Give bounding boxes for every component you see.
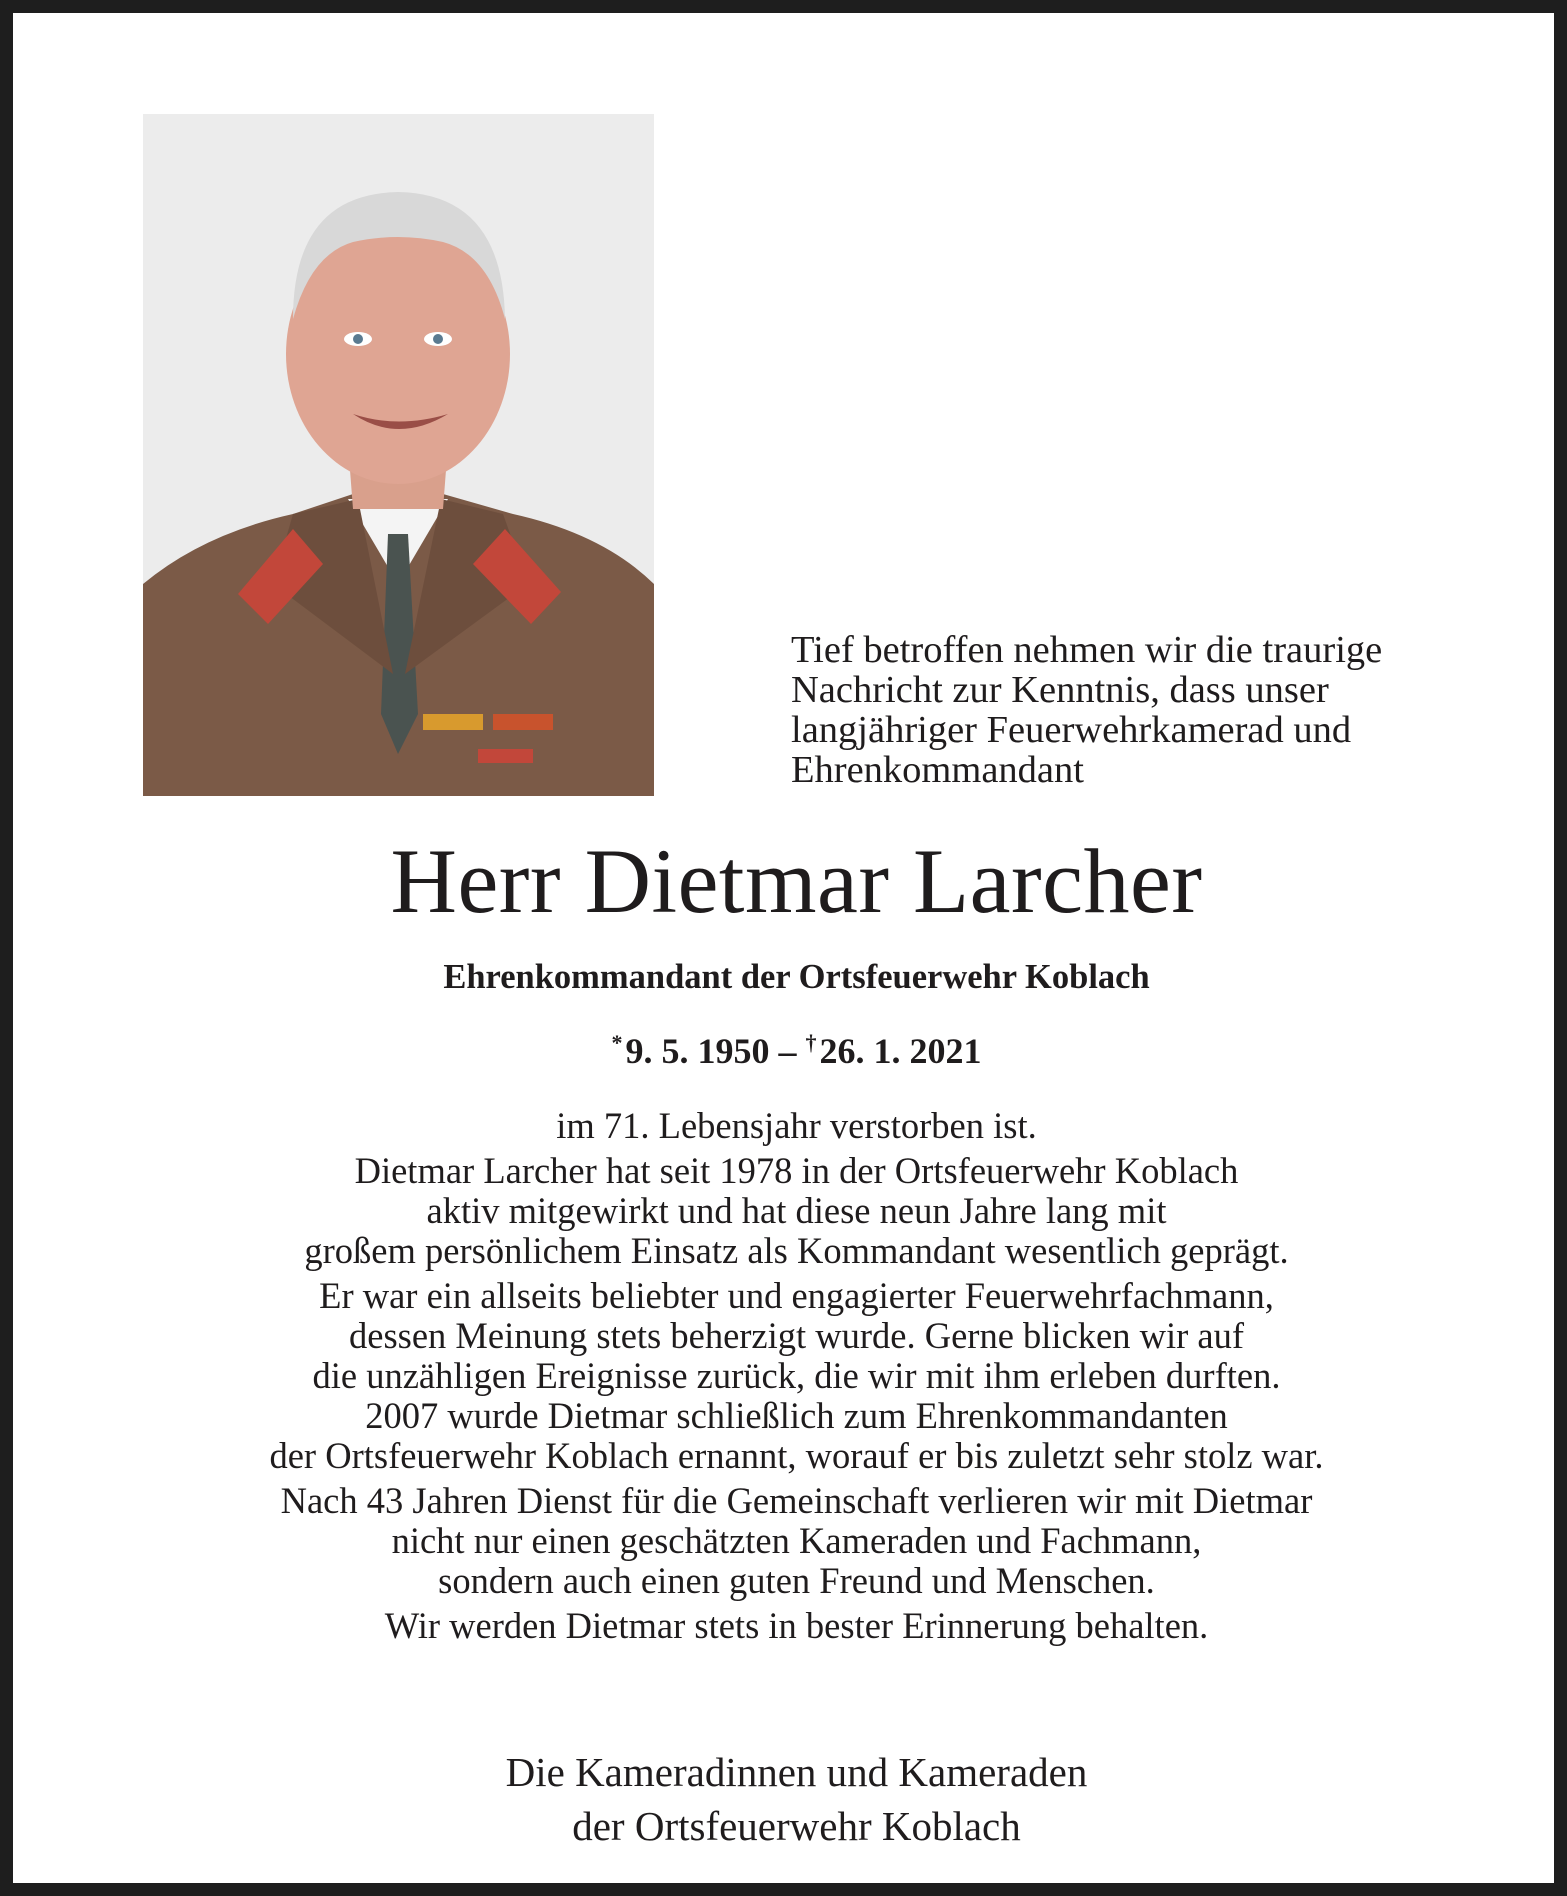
body-line: Nach 43 Jahren Dienst für die Gemeinschaft verlieren wir mit Dietmar — [280, 1480, 1313, 1521]
body-paragraph — [13, 1276, 1567, 1476]
portrait-photo — [143, 114, 654, 796]
portrait-photo-icon — [143, 114, 654, 796]
intro-line: Nachricht zur Kenntnis, dass unser — [791, 669, 1329, 711]
body-line: Dietmar Larcher hat seit 1978 in der Ortsfeuerwehr Koblach — [354, 1150, 1239, 1191]
body-line: dessen Meinung stets beherzigt wurde. Gerne blicken wir auf — [349, 1315, 1244, 1356]
body-line: im 71. Lebensjahr verstorben ist. — [556, 1105, 1037, 1146]
signature-line: der Ortsfeuerwehr Koblach — [572, 1803, 1021, 1849]
body-paragraph — [13, 1106, 1567, 1146]
deceased-name: Herr Dietmar Larcher — [390, 830, 1203, 932]
body-line: aktiv mitgewirkt und hat diese neun Jahre lang mit — [426, 1190, 1167, 1231]
body-paragraph — [13, 1151, 1567, 1271]
deceased-role: Ehrenkommandant der Ortsfeuerwehr Koblach — [443, 958, 1150, 996]
date-separator: – — [778, 1031, 797, 1071]
intro-line: langjähriger Feuerwehrkamerad und — [791, 709, 1352, 751]
body-line: 2007 wurde Dietmar schließlich zum Ehrenkommandanten — [365, 1395, 1228, 1436]
intro-line: Tief betroffen nehmen wir die traurige — [791, 629, 1383, 671]
body-line: die unzähligen Ereignisse zurück, die wir mit ihm erleben durften. — [312, 1355, 1281, 1396]
body-line: sondern auch einen guten Freund und Menschen. — [438, 1560, 1155, 1601]
signature-block — [13, 1745, 1567, 1853]
body-paragraph — [13, 1481, 1567, 1601]
intro-paragraph — [791, 630, 1449, 790]
birth-date: 9. 5. 1950 — [625, 1031, 770, 1071]
intro-line: Ehrenkommandant — [791, 749, 1084, 791]
body-line: Wir werden Dietmar stets in bester Erinnerung behalten. — [384, 1605, 1209, 1646]
body-paragraph — [13, 1606, 1567, 1646]
death-symbol: † — [805, 1030, 817, 1055]
body-line: Er war ein allseits beliebter und engagierter Feuerwehrfachmann, — [319, 1275, 1274, 1316]
body-line: großem persönlichem Einsatz als Kommandant wesentlich geprägt. — [304, 1230, 1289, 1271]
birth-symbol: * — [611, 1030, 623, 1055]
death-date: 26. 1. 2021 — [819, 1031, 982, 1071]
obituary-body — [13, 1106, 1567, 1646]
body-line: der Ortsfeuerwehr Koblach ernannt, worauf er bis zuletzt sehr stolz war. — [269, 1435, 1324, 1476]
life-dates — [13, 1020, 1567, 1074]
signature-line: Die Kameradinnen und Kameraden — [505, 1749, 1088, 1795]
body-line: nicht nur einen geschätzten Kameraden und Fachmann, — [391, 1520, 1202, 1561]
